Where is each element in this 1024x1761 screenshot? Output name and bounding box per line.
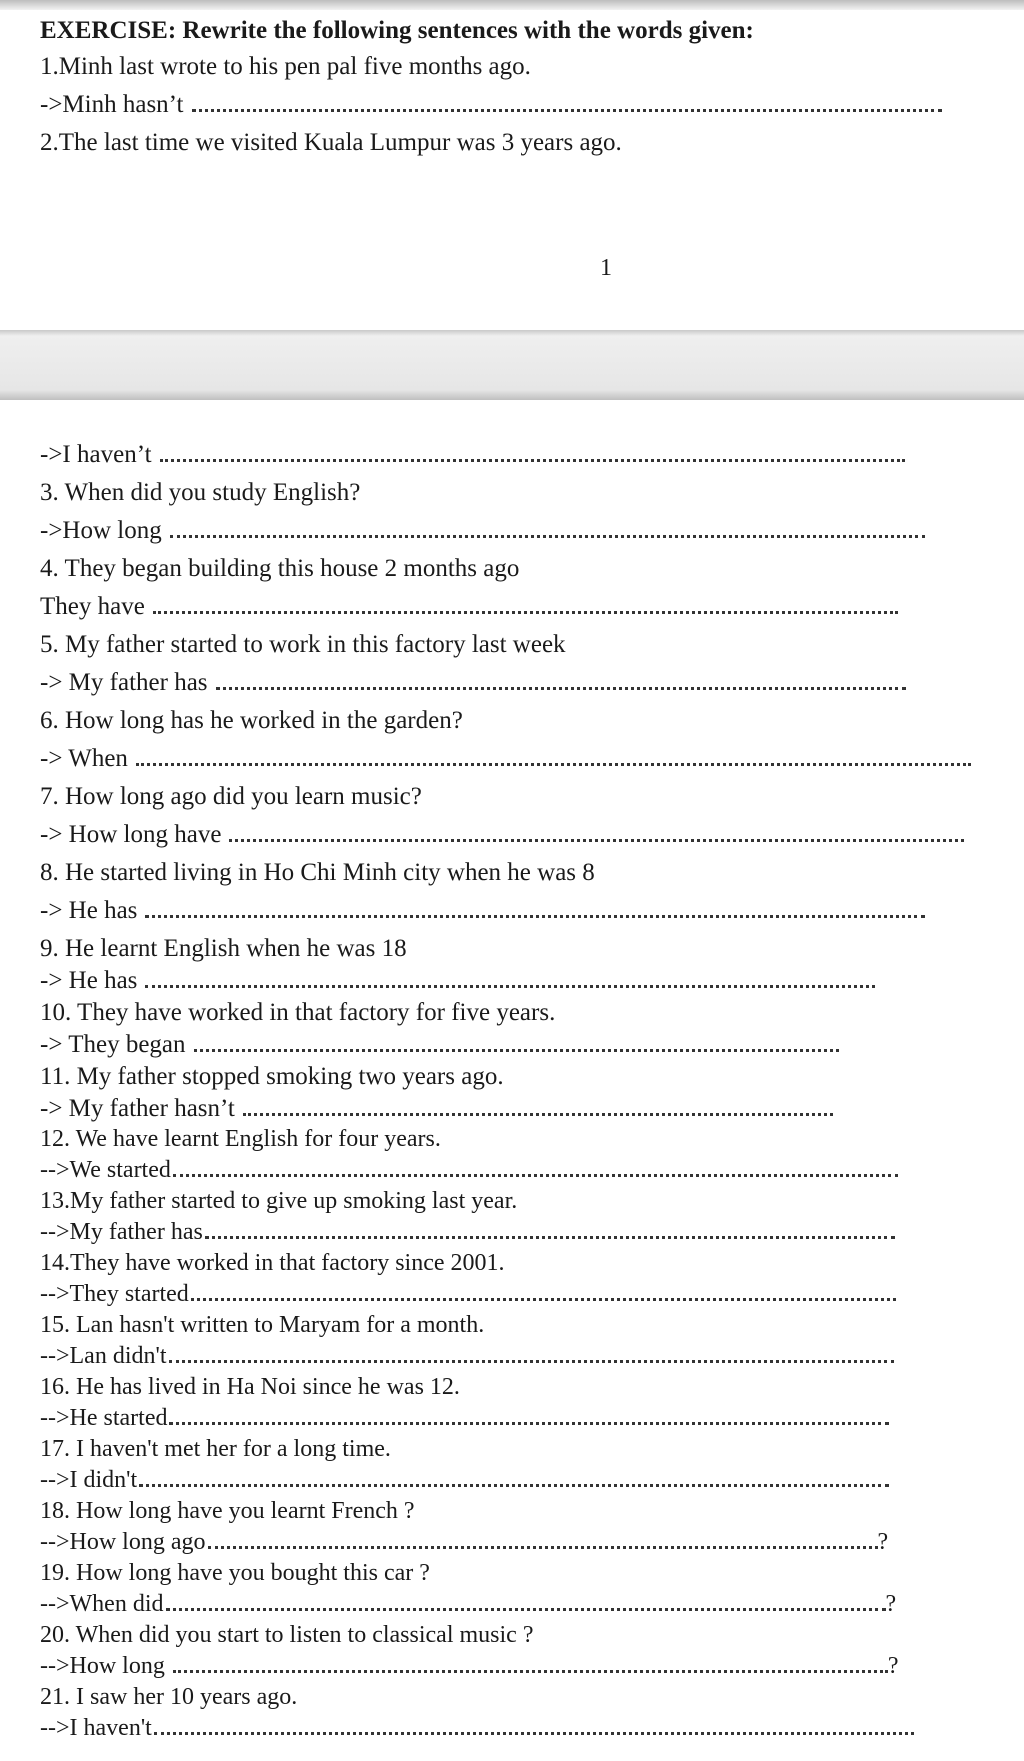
answer-prompt: They have — [40, 593, 145, 620]
answer-line-2[interactable] — [40, 438, 905, 472]
dotted-fill-line — [153, 609, 898, 614]
answer-prompt: -->I haven't — [40, 1715, 152, 1741]
question-21: 21. I saw her 10 years ago. — [40, 1684, 298, 1710]
answer-prompt: -->We started — [40, 1157, 171, 1183]
answer-line-18[interactable] — [40, 1527, 888, 1557]
answer-prompt: -> He has — [40, 897, 138, 924]
answer-line-1[interactable] — [40, 88, 942, 122]
dotted-fill-line — [229, 837, 964, 842]
question-7: 7. How long ago did you learn music? — [40, 783, 422, 810]
answer-line-16[interactable] — [40, 1403, 889, 1433]
answer-line-4[interactable] — [40, 590, 898, 624]
answer-prompt: -->How long — [40, 1653, 165, 1679]
dotted-fill-line — [191, 1296, 896, 1301]
dotted-fill-line — [173, 1668, 888, 1673]
answer-line-21[interactable] — [40, 1713, 914, 1743]
question-13: 13.My father started to give up smoking last year. — [40, 1188, 518, 1214]
dotted-fill-line — [136, 761, 971, 766]
answer-line-15[interactable] — [40, 1341, 894, 1371]
answer-prompt: -> My father hasn’t — [40, 1095, 235, 1122]
question-1: 1.Minh last wrote to his pen pal five months ago. — [40, 53, 531, 80]
exercise-heading: EXERCISE: Rewrite the following sentences with the words given: — [40, 17, 754, 44]
dotted-fill-line — [169, 1420, 889, 1425]
question-16: 16. He has lived in Ha Noi since he was 12. — [40, 1374, 460, 1400]
dotted-fill-line — [145, 913, 925, 918]
dotted-fill-line — [166, 1606, 886, 1611]
answer-line-17[interactable] — [40, 1465, 889, 1495]
answer-line-19[interactable] — [40, 1589, 896, 1619]
dotted-fill-line — [154, 1730, 914, 1735]
answer-line-5[interactable] — [40, 666, 906, 700]
answer-line-7[interactable] — [40, 818, 964, 852]
dotted-fill-line — [208, 1544, 878, 1549]
dotted-fill-line — [169, 1358, 894, 1363]
answer-prompt: ->Minh hasn’t — [40, 91, 184, 118]
answer-prompt: -->My father has — [40, 1219, 203, 1245]
question-4: 4. They began building this house 2 months ago — [40, 555, 520, 582]
question-19: 19. How long have you bought this car ? — [40, 1560, 430, 1586]
answer-prompt: -> How long have — [40, 821, 222, 848]
question-17: 17. I haven't met her for a long time. — [40, 1436, 391, 1462]
answer-prompt: ->How long — [40, 517, 162, 544]
question-20: 20. When did you start to listen to classical music ? — [40, 1622, 534, 1648]
answer-line-11[interactable] — [40, 1092, 833, 1126]
question-11: 11. My father stopped smoking two years ago. — [40, 1063, 504, 1090]
answer-line-14[interactable] — [40, 1279, 896, 1309]
answer-line-8[interactable] — [40, 894, 925, 928]
dotted-fill-line — [160, 457, 905, 462]
dotted-fill-line — [194, 1047, 839, 1052]
page-number: 1 — [600, 255, 612, 281]
answer-prompt: -->I didn't — [40, 1467, 138, 1493]
page-top-edge — [0, 0, 1024, 10]
page-two — [0, 400, 1024, 1761]
question-mark: ? — [885, 1591, 897, 1617]
page-one — [0, 10, 1024, 330]
question-2: 2.The last time we visited Kuala Lumpur was 3 years ago. — [40, 129, 622, 156]
dotted-fill-line — [243, 1111, 833, 1116]
answer-prompt: -> When — [40, 745, 128, 772]
page-break — [0, 330, 1024, 400]
question-10: 10. They have worked in that factory for five years. — [40, 999, 556, 1026]
answer-line-9[interactable] — [40, 964, 875, 998]
answer-line-10[interactable] — [40, 1028, 839, 1062]
dotted-fill-line — [192, 107, 942, 112]
answer-prompt: ->I haven’t — [40, 441, 152, 468]
question-14: 14.They have worked in that factory since 2001. — [40, 1250, 505, 1276]
dotted-fill-line — [205, 1234, 895, 1239]
dotted-fill-line — [170, 533, 925, 538]
answer-line-13[interactable] — [40, 1217, 895, 1247]
question-18: 18. How long have you learnt French ? — [40, 1498, 415, 1524]
answer-line-20[interactable] — [40, 1651, 899, 1681]
answer-prompt: -> He has — [40, 967, 138, 994]
answer-line-3[interactable] — [40, 514, 925, 548]
question-12: 12. We have learnt English for four years. — [40, 1126, 441, 1152]
answer-prompt: -> My father has — [40, 669, 208, 696]
dotted-fill-line — [216, 685, 906, 690]
dotted-fill-line — [173, 1172, 898, 1177]
dotted-fill-line — [139, 1482, 889, 1487]
question-8: 8. He started living in Ho Chi Minh city when he was 8 — [40, 859, 595, 886]
question-5: 5. My father started to work in this factory last week — [40, 631, 566, 658]
question-6: 6. How long has he worked in the garden? — [40, 707, 463, 734]
dotted-fill-line — [145, 983, 875, 988]
answer-line-6[interactable] — [40, 742, 971, 776]
answer-prompt: -> They began — [40, 1031, 186, 1058]
answer-prompt: -->He started — [40, 1405, 168, 1431]
question-9: 9. He learnt English when he was 18 — [40, 935, 407, 962]
answer-prompt: -->When did — [40, 1591, 164, 1617]
answer-prompt: -->They started — [40, 1281, 189, 1307]
answer-prompt: -->How long ago — [40, 1529, 206, 1555]
question-15: 15. Lan hasn't written to Maryam for a month. — [40, 1312, 485, 1338]
question-3: 3. When did you study English? — [40, 479, 361, 506]
answer-line-12[interactable] — [40, 1155, 898, 1185]
answer-prompt: -->Lan didn't — [40, 1343, 167, 1369]
question-mark: ? — [887, 1653, 899, 1679]
question-mark: ? — [877, 1529, 889, 1555]
